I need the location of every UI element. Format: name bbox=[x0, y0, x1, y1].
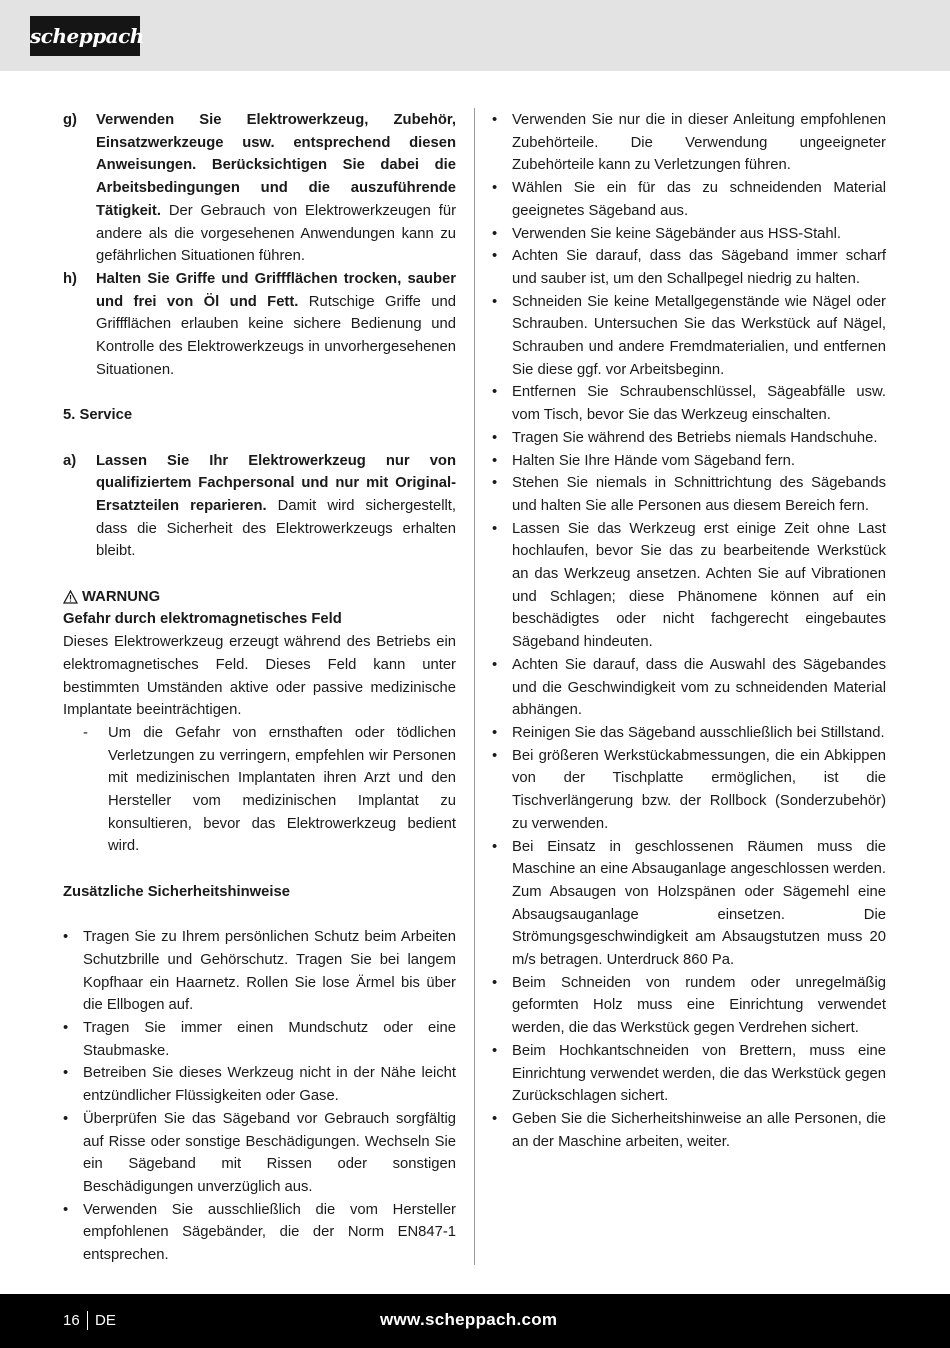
dash-marker: - bbox=[83, 724, 88, 741]
list-item-text: Betreiben Sie dieses Werkzeug nicht in der Nähe leicht entzündlicher Flüssigkeiten oder Gase. bbox=[83, 1065, 456, 1105]
list-item bbox=[492, 291, 886, 382]
instruction-a-bold: Lassen Sie Ihr Elektrowerkzeug nur von qualifiziertem Fachpersonal und nur mit Original-Ersatzteilen reparieren. bbox=[96, 452, 456, 514]
instruction-g bbox=[63, 109, 456, 268]
warning-heading bbox=[63, 586, 456, 609]
list-item bbox=[492, 177, 886, 222]
bullet-marker: • bbox=[492, 724, 498, 741]
list-item bbox=[492, 427, 886, 450]
list-item-text: Entfernen Sie Schraubenschlüssel, Sägeabfälle usw. vom Tisch, bevor Sie das Werkzeug einschalten. bbox=[512, 384, 886, 424]
bullet-marker: • bbox=[63, 1201, 69, 1218]
left-bullet-list bbox=[63, 926, 456, 1267]
list-item bbox=[492, 722, 886, 745]
list-item bbox=[492, 1108, 886, 1153]
instruction-a-text: Damit wird sichergestellt, dass die Sicherheit des Elektrowerkzeugs erhalten bleibt. bbox=[96, 497, 456, 560]
list-item bbox=[492, 223, 886, 246]
list-item-text: Geben Sie die Sicherheitshinweise an alle Personen, die an der Maschine arbeiten, weiter. bbox=[512, 1110, 886, 1150]
list-item bbox=[63, 1108, 456, 1199]
page-number: 16 bbox=[63, 1312, 80, 1329]
instruction-h-text: Rutschige Griffe und Griffflächen erlauben keine sichere Bedienung und Kontrolle des Elektrowerkzeugs in unvorhergesehenen Situationen. bbox=[96, 293, 456, 378]
bullet-marker: • bbox=[492, 656, 498, 673]
warning-triangle-icon bbox=[63, 590, 78, 604]
bullet-marker: • bbox=[492, 1042, 498, 1059]
warning-dash-item bbox=[63, 722, 456, 858]
list-item bbox=[63, 1017, 456, 1062]
list-item bbox=[63, 1062, 456, 1107]
instruction-g-bold: Verwenden Sie Elektrowerkzeug, Zubehör, Einsatzwerkzeuge usw. entsprechend diesen Anweisungen. Berücksichtigen Sie dabei die Arbeitsbedingungen und die auszuführende Tätigkeit. bbox=[96, 112, 456, 219]
column-divider bbox=[474, 108, 475, 1265]
list-item-text: Tragen Sie immer einen Mundschutz oder eine Staubmaske. bbox=[83, 1020, 456, 1059]
brand-logo-text: scheppach bbox=[30, 24, 144, 48]
bullet-marker: • bbox=[492, 974, 498, 991]
list-item-text: Achten Sie darauf, dass die Auswahl des Sägebandes und die Geschwindigkeit vom zu schneidenden Material abhängen. bbox=[512, 656, 886, 719]
list-item-text: Wählen Sie ein für das zu schneidenden Material geeignetes Sägeband aus. bbox=[512, 180, 886, 219]
bullet-marker: • bbox=[492, 838, 498, 855]
list-item bbox=[492, 1040, 886, 1108]
list-item-text: Lassen Sie das Werkzeug erst einige Zeit ohne Last hochlaufen, bevor Sie das zu bearbeitende Werkstück an das Werkzeug ansetzen. Achten Sie auf Vibrationen und Schlagen; diese Phänomene können auf ein beschädigtes oder nicht fachgerecht eingebautes Sägeband hindeuten. bbox=[512, 520, 886, 651]
bullet-marker: • bbox=[492, 429, 498, 446]
instruction-h-bold: Halten Sie Griffe und Griffflächen trocken, sauber und frei von Öl und Fett. bbox=[96, 270, 456, 310]
bullet-marker: • bbox=[492, 520, 498, 537]
warning-dash-text: Um die Gefahr von ernsthaften oder tödlichen Verletzungen zu verringern, empfehlen wir Personen mit medizinischen Implantaten ihren Arzt und den Hersteller vom medizinischen Implantat zu konsultieren, bevor das Elektrowerkzeug bedient wird. bbox=[108, 724, 456, 855]
page-separator bbox=[87, 1311, 88, 1330]
list-item bbox=[492, 745, 886, 836]
left-column bbox=[63, 109, 456, 1267]
list-item bbox=[492, 654, 886, 722]
bullet-marker: • bbox=[63, 1065, 69, 1082]
page-header bbox=[0, 0, 950, 71]
list-item-text: Verwenden Sie ausschließlich die vom Hersteller empfohlenen Sägebänder, die der Norm EN847-1 entsprechen. bbox=[83, 1201, 456, 1264]
list-item-text: Beim Hochkantschneiden von Brettern, muss eine Einrichtung verwendet werden, die das Werkstück gegen Zurückschlagen sichert. bbox=[512, 1042, 886, 1105]
list-item-text: Halten Sie Ihre Hände vom Sägeband fern. bbox=[512, 452, 795, 469]
bullet-marker: • bbox=[492, 475, 498, 492]
list-item bbox=[63, 1199, 456, 1267]
list-item bbox=[492, 450, 886, 473]
bullet-marker: • bbox=[492, 225, 498, 242]
list-item-text: Beim Schneiden von rundem oder unregelmäßig geformten Holz muss eine Einrichtung verwendet werden, die das Werkstück gegen Verdrehen sichert. bbox=[512, 974, 886, 1037]
bullet-marker: • bbox=[63, 1020, 69, 1037]
list-item-text: Schneiden Sie keine Metallgegenstände wie Nägel oder Schrauben. Untersuchen Sie das Werkstück auf Nägel, Schrauben und andere Fremdmaterialien, und entfernen Sie diese ggf. vor Arbeitsbeginn. bbox=[512, 293, 886, 378]
list-item-text: Bei größeren Werkstückabmessungen, die ein Abkippen von der Tischplatte ermöglichen, ist die Tischverlängerung bzw. der Rollbock (Sonderzubehör) zu verwenden. bbox=[512, 747, 886, 832]
service-heading: 5. Service bbox=[63, 407, 133, 424]
bullet-marker: • bbox=[492, 384, 498, 401]
instruction-h bbox=[63, 268, 456, 382]
list-item-text: Tragen Sie während des Betriebs niemals Handschuhe. bbox=[512, 429, 878, 446]
list-item-text: Überprüfen Sie das Sägeband vor Gebrauch sorgfältig auf Risse oder sonstige Beschädigungen. Wechseln Sie ein Sägeband mit Rissen oder sonstigen Beschädigungen unverzüglich aus. bbox=[83, 1110, 456, 1195]
list-item-text: Bei Einsatz in geschlossenen Räumen muss die Maschine an eine Absauganlage angeschlossen werden. Zum Absaugen von Holzspänen oder Sägemehl eine Absaugsauganlage einsetzen. Die Strömungsgeschwindigkeit am Absaugstutzen muss 20 m/s betragen. Unterdruck 860 Pa. bbox=[512, 838, 886, 969]
instruction-g-text: Der Gebrauch von Elektrowerkzeugen für andere als die vorgesehenen Anwendungen kann zu gefährlichen Situationen führen. bbox=[96, 202, 456, 265]
bullet-marker: • bbox=[492, 112, 498, 128]
list-item-text: Stehen Sie niemals in Schnittrichtung des Sägebands und halten Sie alle Personen aus diesem Bereich fern. bbox=[512, 475, 886, 514]
bullet-marker: • bbox=[492, 1110, 498, 1127]
right-column bbox=[492, 109, 886, 1153]
warning-subtitle: Gefahr durch elektromagnetisches Feld bbox=[63, 611, 342, 628]
list-item-text: Achten Sie darauf, dass das Sägeband immer scharf und sauber ist, um den Schallpegel niedrig zu halten. bbox=[512, 248, 886, 287]
list-item-text: Verwenden Sie nur die in dieser Anleitung empfohlenen Zubehörteile. Die Verwendung ungeeigneter Zubehörteile kann zu Verletzungen führen. bbox=[512, 112, 886, 174]
instruction-h-label: h) bbox=[63, 270, 77, 287]
instruction-a bbox=[63, 450, 456, 564]
instruction-a-label: a) bbox=[63, 452, 77, 469]
bullet-marker: • bbox=[492, 452, 498, 469]
list-item bbox=[63, 926, 456, 1017]
list-item bbox=[492, 972, 886, 1040]
list-item bbox=[492, 518, 886, 654]
list-item bbox=[492, 836, 886, 972]
page-language: DE bbox=[95, 1312, 116, 1329]
list-item bbox=[492, 109, 886, 177]
warning-title: WARNUNG bbox=[82, 588, 161, 605]
list-item bbox=[492, 381, 886, 426]
list-item-text: Reinigen Sie das Sägeband ausschließlich bei Stillstand. bbox=[512, 724, 885, 741]
bullet-marker: • bbox=[492, 180, 498, 197]
list-item-text: Verwenden Sie keine Sägebänder aus HSS-Stahl. bbox=[512, 225, 842, 242]
page-footer bbox=[0, 1294, 950, 1348]
bullet-marker: • bbox=[492, 293, 498, 310]
list-item-text: Tragen Sie zu Ihrem persönlichen Schutz beim Arbeiten Schutzbrille und Gehörschutz. Tragen Sie bei langem Kopfhaar ein Haarnetz. Rollen Sie lose Ärmel bis über die Ellbogen auf. bbox=[83, 929, 456, 1014]
website-link[interactable]: www.scheppach.com bbox=[380, 1310, 558, 1329]
instruction-g-label: g) bbox=[63, 112, 77, 128]
bullet-marker: • bbox=[63, 1110, 69, 1127]
bullet-marker: • bbox=[63, 929, 69, 946]
brand-logo bbox=[30, 16, 144, 56]
list-item bbox=[492, 472, 886, 517]
bullet-marker: • bbox=[492, 747, 498, 764]
right-bullet-list bbox=[492, 109, 886, 1153]
extra-safety-heading: Zusätzliche Sicherheitshinweise bbox=[63, 883, 290, 900]
list-item bbox=[492, 245, 886, 290]
bullet-marker: • bbox=[492, 248, 498, 265]
warning-text: Dieses Elektrowerkzeug erzeugt während des Betriebs ein elektromagnetisches Feld. Dieses Feld kann unter bestimmten Umständen aktive oder passive medizinische Implantate beeinträchtigen. bbox=[63, 634, 456, 719]
